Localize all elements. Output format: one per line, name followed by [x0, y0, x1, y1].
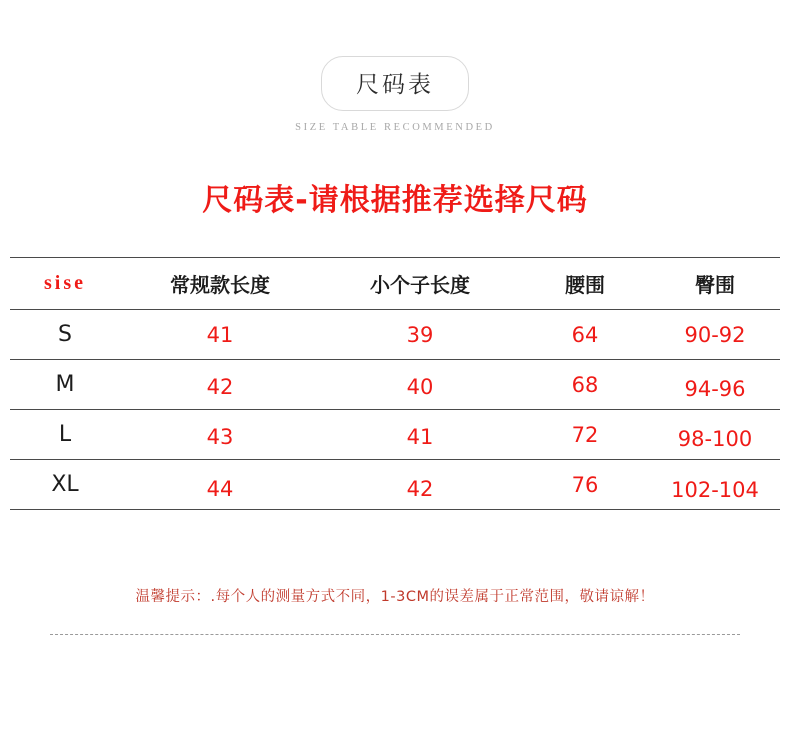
- dashed-divider: [50, 634, 740, 635]
- table-row: [10, 460, 780, 510]
- cell-waist: 64: [520, 310, 650, 360]
- cell-petite-length: 41: [320, 412, 520, 462]
- cell-regular-length: 42: [120, 362, 320, 412]
- header-section: [0, 0, 790, 133]
- column-header-hip: 臀围: [650, 258, 780, 310]
- cell-regular-length: 41: [120, 310, 320, 360]
- cell-size: S: [10, 310, 120, 360]
- cell-petite-length: 40: [320, 362, 520, 412]
- size-table: [10, 257, 780, 510]
- cell-hip: 98-100: [650, 414, 780, 464]
- table-row: [10, 360, 780, 410]
- cell-hip: 102-104: [650, 465, 780, 515]
- cell-waist: 68: [520, 360, 650, 410]
- cell-waist: 76: [520, 460, 650, 510]
- badge-title: 尺码表: [321, 56, 469, 111]
- footer-note: 温馨提示：.每个人的测量方式不同，1-3CM的误差属于正常范围，敬请谅解！: [135, 589, 655, 605]
- cell-hip: 94-96: [650, 364, 780, 414]
- cell-petite-length: 39: [320, 310, 520, 360]
- cell-regular-length: 44: [120, 464, 320, 514]
- column-header-waist: 腰围: [520, 258, 650, 310]
- cell-petite-length: 42: [320, 464, 520, 514]
- cell-hip: 90-92: [650, 310, 780, 360]
- size-table-wrap: [0, 257, 790, 510]
- cell-size: M: [10, 360, 120, 410]
- column-header-petite-length: 小个子长度: [320, 258, 520, 310]
- column-header-regular-length: 常规款长度: [120, 258, 320, 310]
- cell-waist: 72: [520, 410, 650, 460]
- cell-regular-length: 43: [120, 412, 320, 462]
- column-header-sise: sise: [10, 258, 120, 310]
- table-header: [10, 258, 780, 310]
- cell-size: XL: [10, 460, 120, 510]
- table-row: [10, 310, 780, 360]
- page-title: 尺码表-请根据推荐选择尺码: [202, 183, 588, 218]
- cell-size: L: [10, 410, 120, 460]
- table-body: [10, 310, 780, 510]
- badge-subtitle: SIZE TABLE RECOMMENDED: [295, 122, 495, 133]
- table-row: [10, 410, 780, 460]
- table-header-row: [10, 258, 780, 310]
